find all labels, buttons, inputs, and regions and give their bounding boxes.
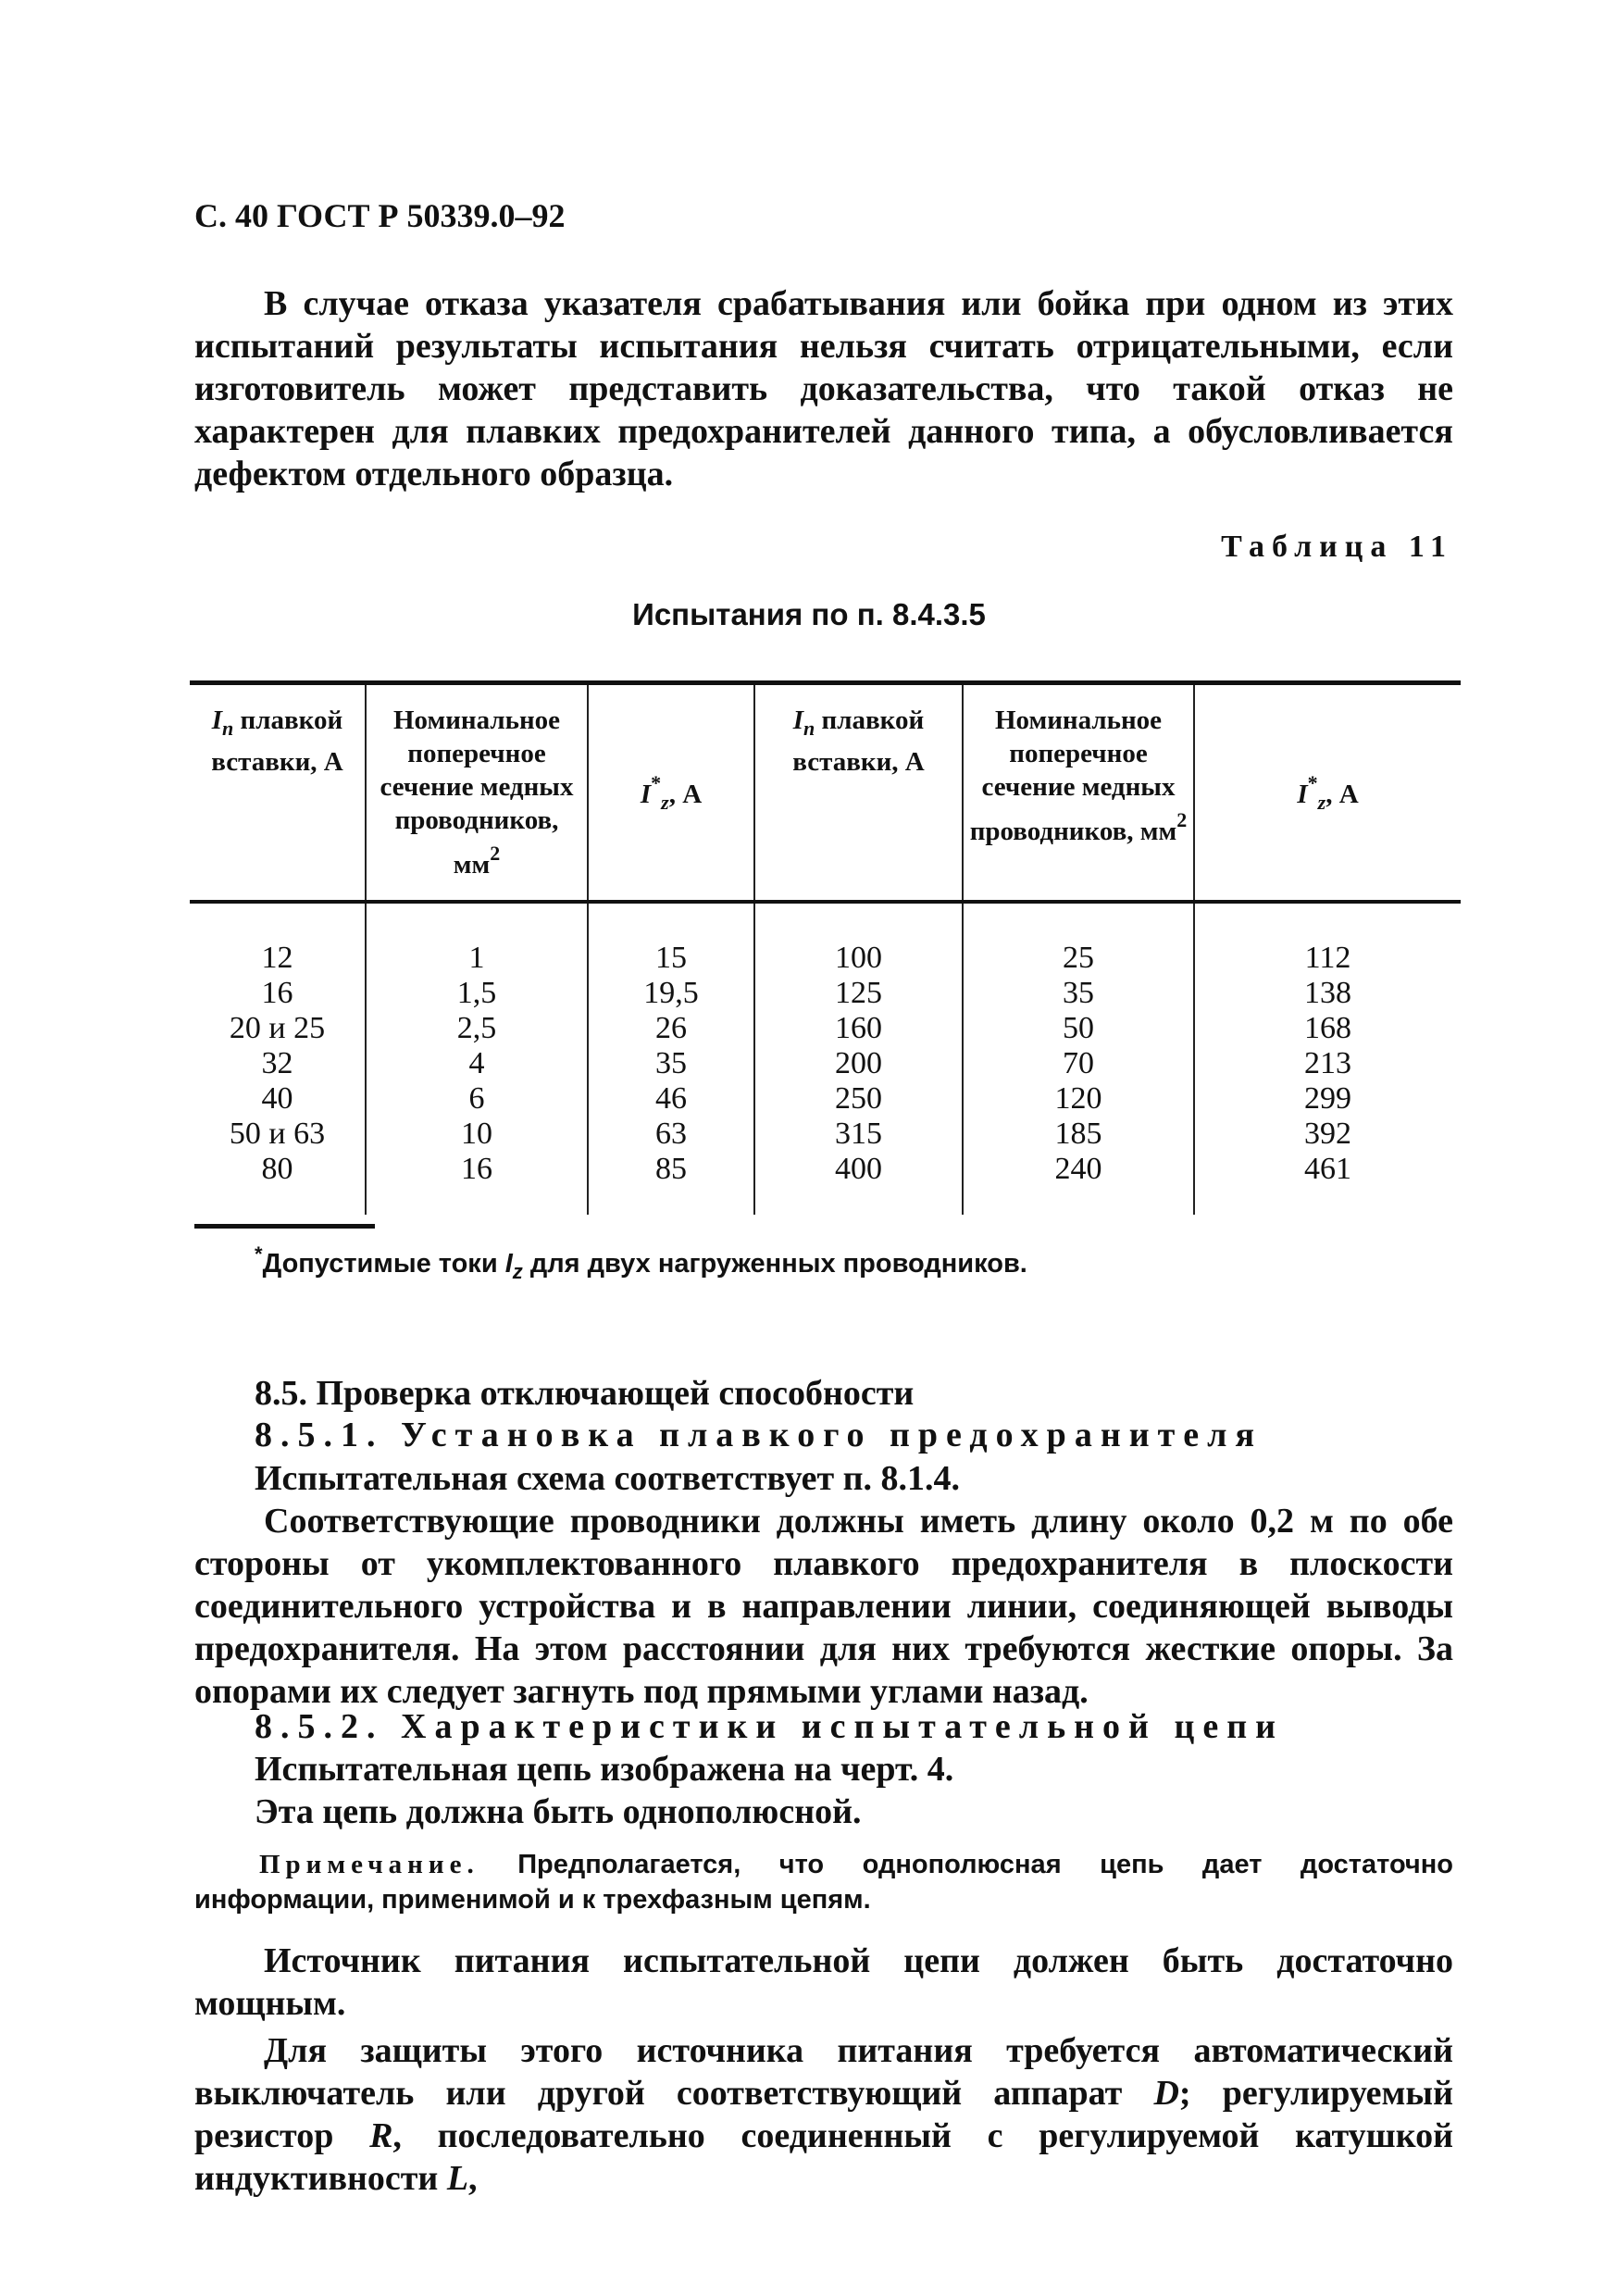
- table-row: [190, 1011, 1461, 1046]
- table-cell: 392: [1194, 1117, 1461, 1152]
- table-cell: 120: [963, 1081, 1194, 1117]
- header-iz-1: $I^*_z$, А: [588, 683, 754, 903]
- table-cell: 160: [754, 1011, 963, 1046]
- table-cell: 400: [754, 1152, 963, 1215]
- data-table: [190, 680, 1461, 1215]
- section-8-5-2-text-2: Эта цепь должна быть однополюсной.: [255, 1792, 862, 1831]
- section-8-5-1-title: 8.5.1. Установка плавкого предохранителя: [255, 1416, 1263, 1454]
- section-8-5-2-title: 8.5.2. Характеристики испытательной цепи: [255, 1707, 1285, 1746]
- footnote-rule: [194, 1224, 375, 1229]
- table-cell: 138: [1194, 976, 1461, 1011]
- section-8-5-1-text: Испытательная схема соответствует п. 8.1.4.: [255, 1459, 961, 1498]
- table-cell: 32: [261, 1046, 293, 1080]
- table-row: [190, 1117, 1461, 1152]
- note-text: Предполагается, что однополюсная цепь дает достаточно информации, применимой и к трехфазным цепям.: [194, 1850, 1453, 1915]
- table-cell: 240: [963, 1152, 1194, 1215]
- table-cell: 46: [588, 1081, 754, 1117]
- table-cell: 63: [588, 1117, 754, 1152]
- table-cell: 26: [588, 1011, 754, 1046]
- table-cell: 100: [754, 902, 963, 976]
- page-header: С. 40 ГОСТ Р 50339.0–92: [194, 197, 566, 234]
- table-cell: 25: [963, 902, 1194, 976]
- table-row: [190, 1081, 1461, 1117]
- header-iz-2: $I^*_z$, А: [1194, 683, 1461, 903]
- note-block: [194, 1847, 1453, 1917]
- paragraph-power-source: Источник питания испытательной цепи должен быть достаточно мощным.: [194, 1941, 1453, 2023]
- table-cell: 85: [588, 1152, 754, 1215]
- note-label: Примечание.: [259, 1850, 479, 1879]
- section-8-5-1-paragraph: Соответствующие проводники должны иметь длину около 0,2 м по обе стороны от укомплектованного плавкого предохранителя в плоскости соединительного устройства и в направлении линии, соединяющей выводы предохранителя. На этом расстоянии для них требуются жесткие опоры. За опорами их следует загнуть под прямыми углами назад.: [194, 1502, 1453, 1711]
- table-row: [190, 1152, 1461, 1215]
- table-row: [190, 902, 1461, 976]
- table-cell: 10: [366, 1117, 588, 1152]
- table-cell: 35: [588, 1046, 754, 1081]
- table-cell: 112: [1194, 902, 1461, 976]
- table-cell: 50: [963, 1011, 1194, 1046]
- table-cell: 461: [1194, 1152, 1461, 1215]
- section-8-5-title: 8.5. Проверка отключающей способности: [255, 1374, 915, 1413]
- table-cell: 250: [754, 1081, 963, 1117]
- table-cell: 168: [1194, 1011, 1461, 1046]
- table-cell: 200: [754, 1046, 963, 1081]
- table-cell: 15: [588, 902, 754, 976]
- table-cell: 2,5: [366, 1011, 588, 1046]
- table-cell: 50 и 63: [229, 1117, 326, 1151]
- table-body: [190, 902, 1461, 1215]
- header-section-2: Номинальное поперечное сечение медных проводников, $мм^2$: [963, 683, 1194, 903]
- table-cell: 40: [261, 1081, 293, 1116]
- table-cell: 1: [366, 902, 588, 976]
- table-cell: 16: [366, 1152, 588, 1215]
- header-section-1: Номинальное поперечное сечение медных проводников, $мм^2$: [366, 683, 588, 903]
- table-cell: 299: [1194, 1081, 1461, 1117]
- table-footnote: *Допустимые токи $I_z$ для двух нагруженных проводников.: [255, 1242, 1027, 1283]
- table-row: [190, 1046, 1461, 1081]
- table-cell: 80: [261, 1152, 293, 1186]
- paragraph-protection: Для защиты этого источника питания требуется автоматический выключатель или другой соответствующий аппарат D; регулируемый резистор R, последовательно соединенный с регулируемой катушкой индуктивности L,: [194, 2031, 1453, 2198]
- table-cell: 315: [754, 1117, 963, 1152]
- header-in-2: $I_n$ плавкой вставки, А: [754, 683, 963, 903]
- table-cell: 70: [963, 1046, 1194, 1081]
- table-cell: 213: [1194, 1046, 1461, 1081]
- table-cell: 185: [963, 1117, 1194, 1152]
- table-cell: 20 и 25: [229, 1011, 326, 1045]
- table-cell: 35: [963, 976, 1194, 1011]
- table-label: Таблица 11: [1221, 530, 1453, 564]
- table-row: [190, 976, 1461, 1011]
- header-in-1: $I_n$ плавкой вставки, А: [190, 683, 366, 903]
- table-caption: Испытания по п. 8.4.3.5: [632, 597, 986, 631]
- section-8-5-2-text-1: Испытательная цепь изображена на черт. 4.: [255, 1750, 954, 1789]
- table-cell: 19,5: [588, 976, 754, 1011]
- table-cell: 125: [754, 976, 963, 1011]
- table-cell: 12: [261, 941, 293, 975]
- table-cell: 16: [261, 976, 293, 1010]
- table-cell: 4: [366, 1046, 588, 1081]
- table-cell: 6: [366, 1081, 588, 1117]
- paragraph-indicator-failure: В случае отказа указателя срабатывания или бойка при одном из этих испытаний результаты испытания нельзя считать отрицательными, если изготовитель может представить доказательства, что такой отказ не характерен для плавких предохранителей данного типа, а обусловливается дефектом отдельного образца.: [194, 284, 1453, 493]
- table-cell: 1,5: [366, 976, 588, 1011]
- table-header-row: [190, 683, 1461, 903]
